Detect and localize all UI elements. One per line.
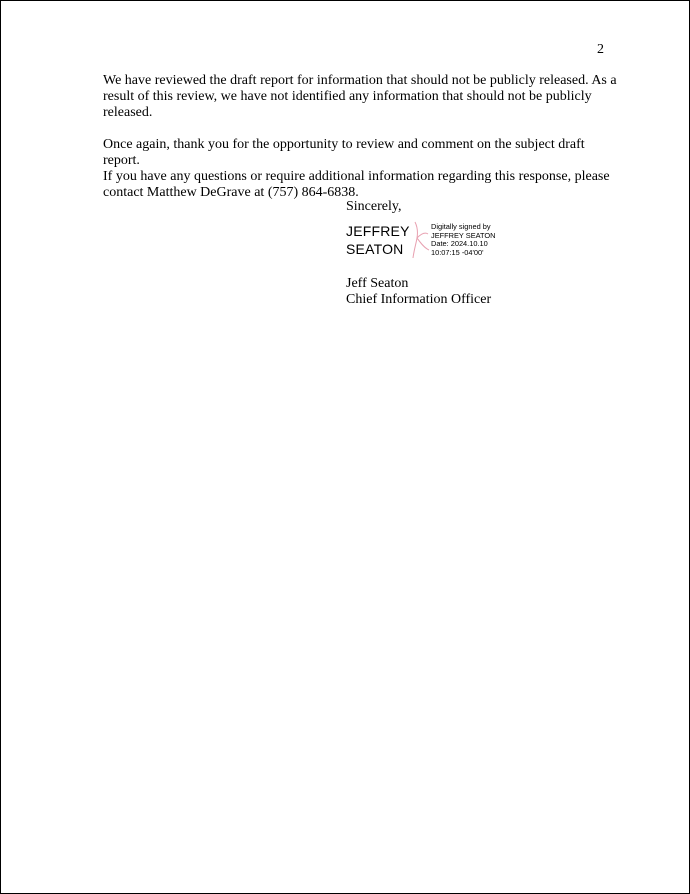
closing-salutation: Sincerely, [346,199,402,214]
page-number: 2 [597,42,604,57]
signer-name: Jeff Seaton [346,276,409,291]
digital-signature-block [346,220,506,262]
signature-details: Digitally signed by JEFFREY SEATON Date: 2024.10.10 10:07:15 -04'00' [431,222,496,257]
body-paragraph-contact: Once again, thank you for the opportunity to review and comment on the subject draft report. If you have any questions or require additional information regarding this response, please contact Matthew DeGrave at (757) 864-6838. [103,137,610,200]
adobe-signature-icon [412,220,430,260]
signature-name: JEFFREY SEATON [346,223,410,257]
body-paragraph-review: We have reviewed the draft report for information that should not be publicly released. As a result of this review, we have not identified any information that should not be publicly released. [103,73,617,120]
signer-block [346,276,491,308]
signer-title: Chief Information Officer [346,292,492,307]
